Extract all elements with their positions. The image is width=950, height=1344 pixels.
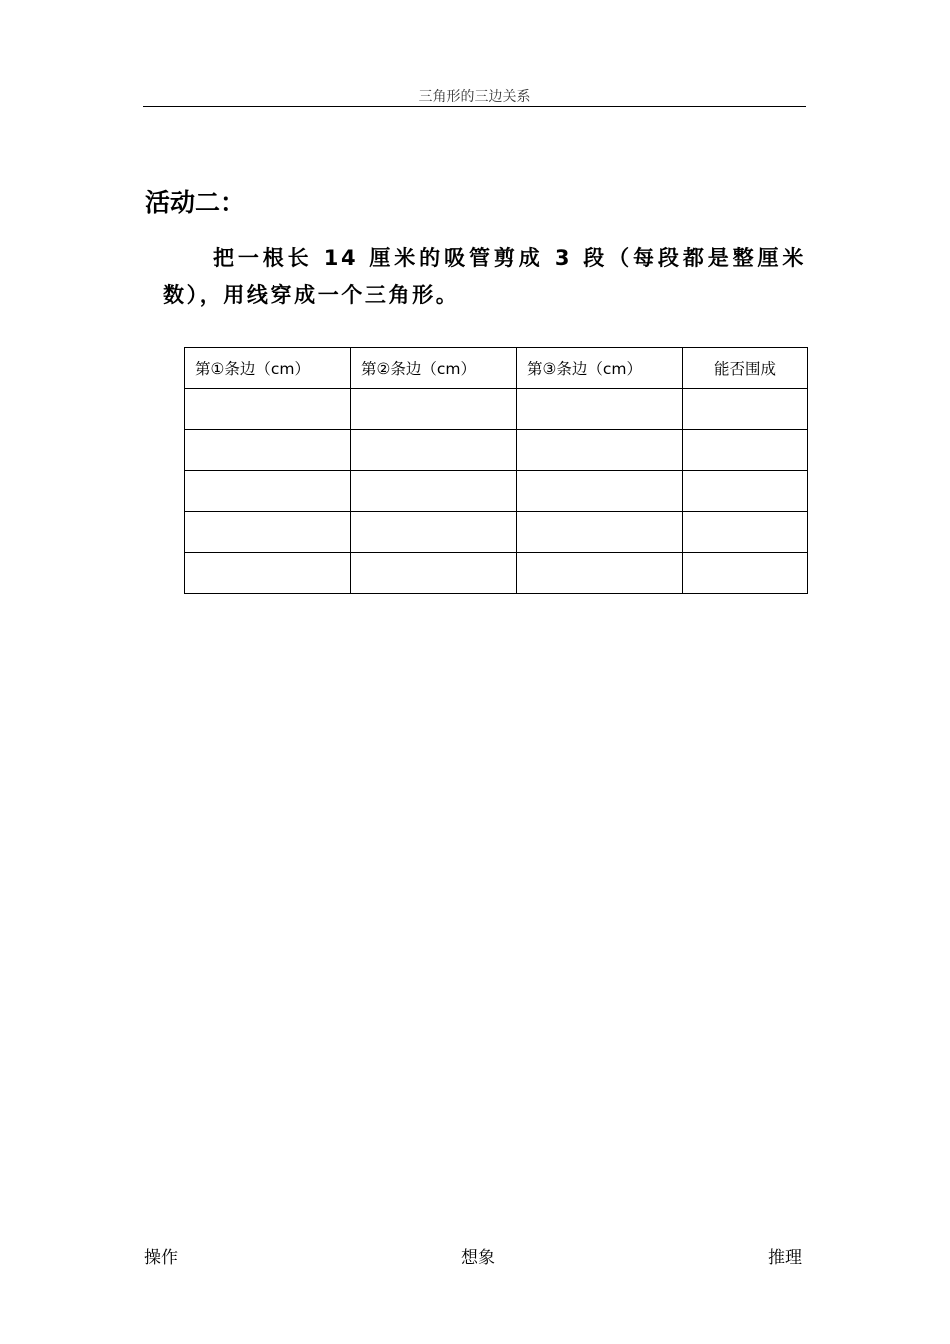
footer-right: 推理 xyxy=(768,1248,802,1268)
column-header-can-form: 能否围成 xyxy=(683,348,808,389)
table-row xyxy=(185,553,808,594)
table-cell[interactable] xyxy=(185,512,351,553)
table-cell[interactable] xyxy=(517,389,683,430)
page-header: 三角形的三边关系 xyxy=(418,89,531,105)
header-divider xyxy=(143,106,806,107)
table-cell[interactable] xyxy=(683,430,808,471)
table-cell[interactable] xyxy=(351,389,517,430)
table-cell[interactable] xyxy=(185,471,351,512)
column-header-side-3: 第③条边（cm） xyxy=(517,348,683,389)
instruction-text: 把一根长 14 厘米的吸管剪成 3 段（每段都是整厘米数），用线穿成一个三角形。 xyxy=(163,246,806,307)
column-header-side-1: 第①条边（cm） xyxy=(185,348,351,389)
table-cell[interactable] xyxy=(351,553,517,594)
table-cell[interactable] xyxy=(683,512,808,553)
table-cell[interactable] xyxy=(683,553,808,594)
table-cell[interactable] xyxy=(185,389,351,430)
table-cell[interactable] xyxy=(683,389,808,430)
footer-left: 操作 xyxy=(144,1248,178,1268)
table-cell[interactable] xyxy=(517,471,683,512)
table-cell[interactable] xyxy=(351,471,517,512)
table-header-row xyxy=(185,348,808,389)
table-row xyxy=(185,512,808,553)
table-cell[interactable] xyxy=(683,471,808,512)
table-cell[interactable] xyxy=(517,512,683,553)
table-row xyxy=(185,471,808,512)
table-cell[interactable] xyxy=(185,553,351,594)
data-table xyxy=(184,347,808,594)
table-cell[interactable] xyxy=(351,512,517,553)
footer-center: 想象 xyxy=(461,1248,495,1268)
table-row xyxy=(185,389,808,430)
column-header-side-2: 第②条边（cm） xyxy=(351,348,517,389)
table-row xyxy=(185,430,808,471)
section-title: 活动二： xyxy=(145,188,246,217)
table-cell[interactable] xyxy=(517,430,683,471)
table-cell[interactable] xyxy=(351,430,517,471)
table-cell[interactable] xyxy=(185,430,351,471)
table-cell[interactable] xyxy=(517,553,683,594)
